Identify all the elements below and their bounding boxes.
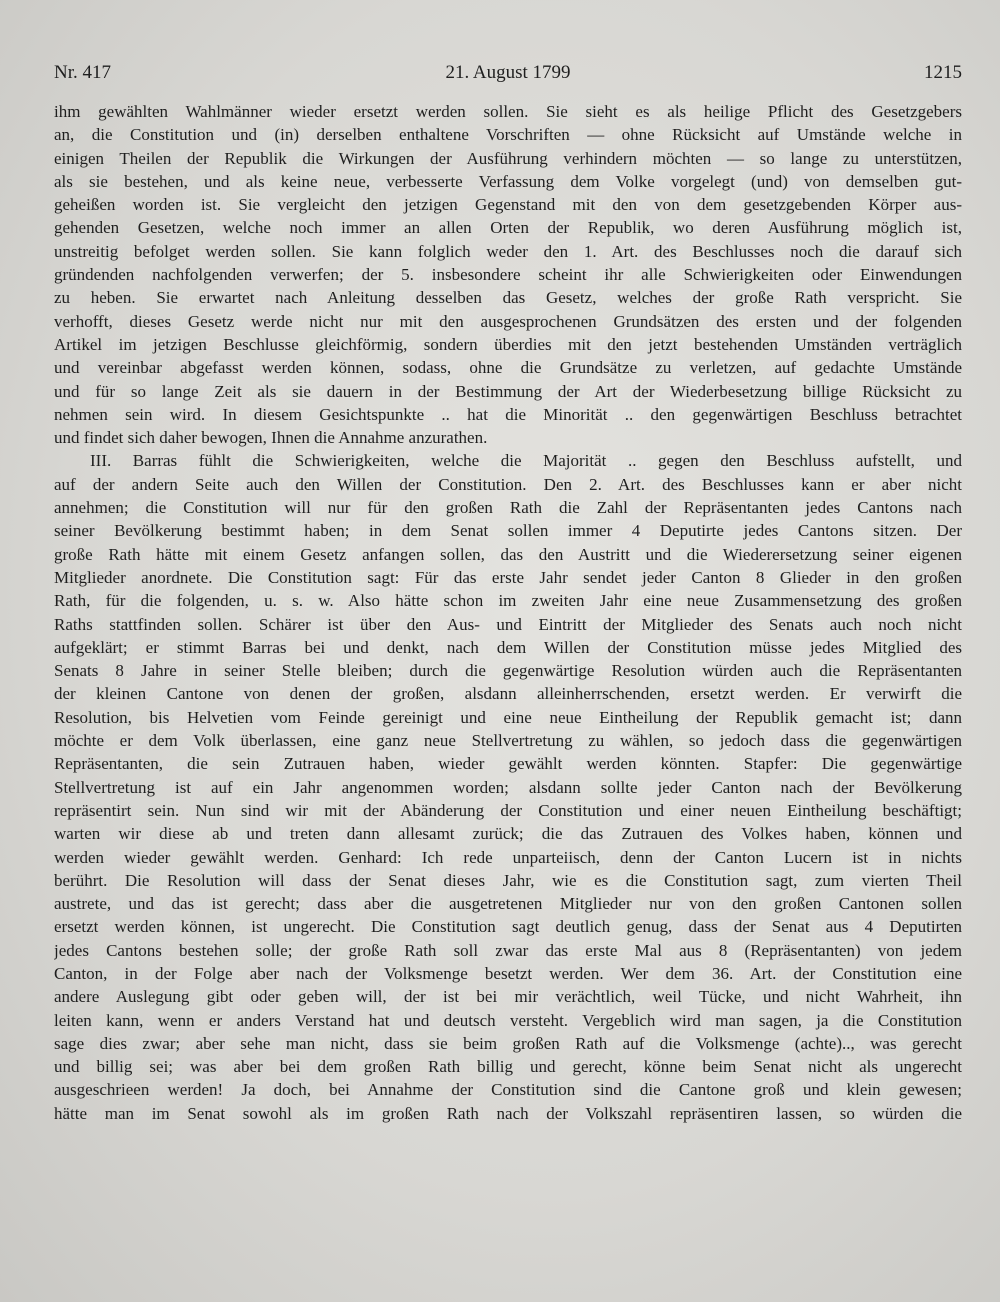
text-line: annehmen; die Constitution will nur für den großen Rath die Zahl der Repräsentanten jedes Cantons nach [54, 498, 962, 518]
document-number: Nr. 417 [54, 62, 111, 83]
text-line: ihm gewählten Wahlmänner wieder ersetzt werden sollen. Sie sieht es als heilige Pflicht des Gesetzgebers [54, 102, 962, 121]
text-line: verhofft, dieses Gesetz werde nicht nur mit den ausgesprochenen Grundsätzen des ersten und der folgenden [54, 311, 962, 331]
text-line: einigen Theilen der Republik die Wirkungen der Ausführung verhindern möchten — so lange zu unterstützen, [54, 148, 962, 168]
text-line: große Rath hätte mit einem Gesetz anfangen sollen, das den Austritt und die Wiederersetzung seiner eigenen [54, 544, 962, 564]
text-line: auf der andern Seite auch den Willen der Constitution. Den 2. Art. des Beschlusses kann er aber nicht [54, 474, 962, 494]
text-line: gründenden nachfolgenden verwerfen; der 5. insbesondere scheint ihr alle Schwierigkeiten oder Einwendungen [54, 265, 962, 285]
text-line: und findet sich daher bewogen, Ihnen die Annahme anzurathen. [54, 428, 488, 448]
text-line: Repräsentanten, die sein Zutrauen haben, wieder gewählt werden könnten. Stapfer: Die gegenwärtige [54, 754, 962, 774]
text-line: warten wir diese ab und treten dann allesamt zurück; die das Zutrauen des Volkes haben, können und [54, 824, 962, 844]
text-line: jedes Cantons bestehen solle; der große Rath soll zwar das erste Mal aus 8 (Repräsentanten) von jedem [54, 940, 962, 960]
text-line: Mitglieder anordnete. Die Constitution sagt: Für das erste Jahr sendet jeder Canton 8 Glieder in den großen [54, 567, 962, 587]
text-line: Canton, in der Folge aber nach der Volksmenge besetzt werden. Wer dem 36. Art. der Constitution eine [54, 963, 962, 983]
text-line: sage dies zwar; aber sehe man nicht, dass sie beim großen Rath auf die Volksmenge (achte).., was gerecht [54, 1033, 962, 1053]
text-line: austrete, und das ist gerecht; dass aber die ausgetretenen Mitglieder nur von den großen Cantonen sollen [54, 894, 962, 914]
page-number: 1215 [924, 62, 962, 83]
text-line: aufgeklärt; er stimmt Barras bei und denkt, nach dem Willen der Constitution müsse jedes Mitglied des [54, 637, 962, 657]
text-line: leiten kann, wenn er anders Verstand hat und deutsch versteht. Vergeblich wird man sagen, ja die Constitution [54, 1010, 962, 1030]
text-line: Resolution, bis Helvetien vom Feinde gereinigt und eine neue Eintheilung der Republik gemacht ist; dann [54, 707, 962, 727]
text-line: Stellvertretung ist auf ein Jahr angenommen worden; alsdann sollte jeder Canton nach der Bevölkerung [54, 777, 962, 797]
text-line: III. Barras fühlt die Schwierigkeiten, welche die Majorität .. gegen den Beschluss aufstellt, und [90, 451, 962, 471]
text-line: unstreitig befolget werden sollen. Sie kann folglich weder den 1. Art. des Beschlusses noch die darauf sich [54, 241, 962, 261]
text-line: nehmen sein wird. In diesem Gesichtspunkte .. hat die Minorität .. den gegenwärtigen Beschluss betrachtet [54, 404, 962, 424]
text-line: möchte er dem Volk überlassen, eine ganz neue Stellvertretung zu wählen, so jedoch dass die gegenwärtigen [54, 731, 962, 751]
text-line: hätte man im Senat sowohl als im großen Rath nach der Volkszahl repräsentiren lassen, so würden die [54, 1103, 962, 1123]
text-line: der kleinen Cantone von denen der großen, alsdann alleinherrschenden, ersetzt werden. Er verwirft die [54, 684, 962, 704]
text-line: Artikel im jetzigen Beschlusse gleichförmig, sondern überdies mit den jetzt bestehenden Umständen verträglich [54, 334, 962, 354]
text-line: Rath, für die folgenden, u. s. w. Also hätte schon im zweiten Jahr eine neue Zusammensetzung des großen [54, 591, 962, 611]
text-line: werden wieder gewählt werden. Genhard: Ich rede unparteiisch, denn der Canton Lucern ist in nichts [54, 847, 962, 867]
text-line: geheißen worden ist. Sie vergleicht den jetzigen Gegenstand mit den von dem gesetzgebenden Körper aus- [54, 195, 962, 215]
text-line: andere Auslegung gibt oder geben will, der ist bei mir verächtlich, weil Tücke, und nicht Wahrheit, ihn [54, 987, 962, 1007]
header-date: 21. August 1799 [445, 62, 571, 83]
page-header [54, 62, 962, 88]
text-line: seiner Bevölkerung bestimmt haben; in dem Senat sollen immer 4 Deputirte jedes Cantons sitzen. Der [54, 521, 962, 541]
text-line: und billig sei; was aber bei dem großen Rath billig und gerecht, könne beim Senat nicht als ungerecht [54, 1057, 962, 1077]
text-line: und vereinbar abgefasst werden können, sodass, ohne die Grundsätze zu verletzen, auf gedachte Umstände [54, 358, 962, 378]
text-line: Senats 8 Jahre in seiner Stelle bleiben; durch die gegenwärtige Resolution würden auch die Repräsentanten [54, 661, 962, 681]
text-line: Raths stattfinden sollen. Schärer ist über den Aus- und Eintritt der Mitglieder des Senats auch noch nicht [54, 614, 962, 634]
text-line: ausgeschrieen werden! Ja doch, bei Annahme der Constitution sind die Cantone groß und klein gewesen; [54, 1080, 962, 1100]
text-line: an, die Constitution und (in) derselben enthaltene Vorschriften — ohne Rücksicht auf Umstände welche in [54, 125, 962, 145]
text-line: gehenden Gesetzen, welche noch immer an allen Orten der Republik, wo deren Ausführung möglich ist, [54, 218, 962, 238]
text-line: zu heben. Sie erwartet nach Anleitung desselben das Gesetz, welches der große Rath verspricht. Sie [54, 288, 962, 308]
text-line: als sie bestehen, und als keine neue, verbesserte Verfassung dem Volke vorgelegt (und) von demselben gut- [54, 171, 962, 191]
text-line: und für so lange Zeit als sie dauern in der Bestimmung der Art der Wiederbesetzung billige Rücksicht zu [54, 381, 962, 401]
text-line: ersetzt werden können, ist ungerecht. Die Constitution sagt deutlich genug, dass der Senat aus 4 Deputirten [54, 917, 962, 937]
text-line: repräsentirt sein. Nun sind wir mit der Abänderung der Constitution und einer neuen Eintheilung beschäftigt; [54, 800, 962, 820]
text-line: berührt. Die Resolution will dass der Senat dieses Jahr, wie es die Constitution sagt, zum vierten Theil [54, 870, 962, 890]
body-text [54, 100, 962, 1125]
